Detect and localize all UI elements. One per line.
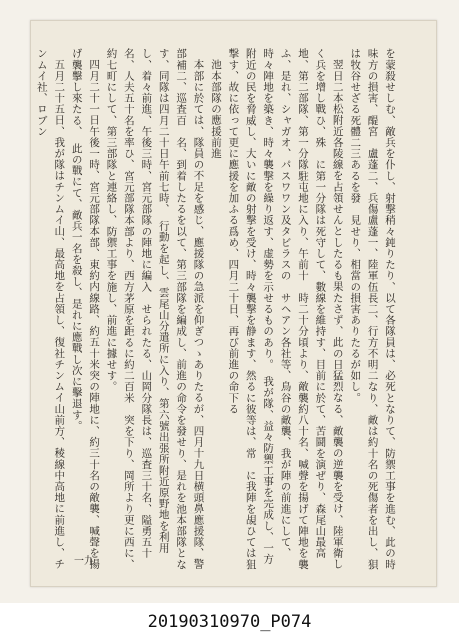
paragraph-4: 四月二十一日午後一時、宮元部隊本部、東約内線路、約五十米突の陣地に、約三十名の敵襲、喊聲を揚げ襲擊し來たる、 此の戰にて、敵兵一名を殺し、是れに應戰し次に擊退す。 [70,48,101,570]
vertical-text-body [35,48,398,574]
section-heading: 池本部隊の應援前進 [209,58,222,159]
paragraph-1: を蒙殺せしむ、敵兵を仆し、射撃稍々鈍りたり、以て各隊員は、必死となりて、防禦工事を進む、此の時味方の損害、醍宮 盧蓬二、兵傷盧蓬一、陸軍伍長二、行方不明二なり、敵は約十名の死傷者を出し、狽は牧谷せざる死體二三あるを發 見せり、相當の損害ありたるが如し。 [349,48,396,570]
paragraph-3: 本部に於ては、隊員の不足を感じ、應援隊の急派を仰ぎつゝありたるが、四月十九日横頭鼻應援隊、警部補二、巡査百 名、到着したるを以て、第三部隊を編成し、前進の命令を發せり、是れを池本部隊となす、同隊は四月二十日午前七時、 行動を起し、雲尾山分遣所に入り、第六號出張所附近原野地を利用し、着々前進、午後三時、宮元部隊の陣地に編入 せられたる、山岡分隊長は、巡査三十名、隘勇五十名、人夫五十名を率ひ、宮元部隊本部より、西方茅原を距るに約二百米 突を下り、岡所より更に西に、約七町にして、第三部隊と連絡し、防禦工事を施し、前進に據せす。 [105,48,205,570]
image-caption: 20190310970_P074 [0,604,459,640]
paragraph-2: 翌日二本松附近各陵線を占領せんとしたるも果たさず、此の日猛烈なる、敵襲の逆襲を受け、陸軍衛しく兵を增し戰ひ、殊 に第一分隊は死守して、數線を維持す、目前に於て、苦鬪を演ぜり、森尾山最高地、第二部隊、第一分隊駐屯地に入り、午前十 時二十分頃より、敵襲約八十名、喊聲を揚げて陣地を襲ふ、是れ、シャガオ、パスワワン及タビラスの サヘアン各社等、鳥谷の敵襲、我が陣の前進にして、時々陣地を築き、時々襲撃を繰り返す、虚勢を示せるものあり。 我が隊、益々防禦工事を完成し、一方附近の民を脅威し、大いに敵の射撃を受け、時々襲撃を静ます、然るに彼等は、常 に我陣を覘ひては狙撃す、故に依って更に應援を加ふる爲め、四月二十日、再び前進の命下る [227,48,344,570]
page-number: 一九 [74,556,94,567]
paragraph-5: 五月二十五日、我が隊はチンムイ山、最高地を占領し、復社チンムイ山前方、稜線中高地に前進し、チンムイ社、ロブン [35,48,66,570]
